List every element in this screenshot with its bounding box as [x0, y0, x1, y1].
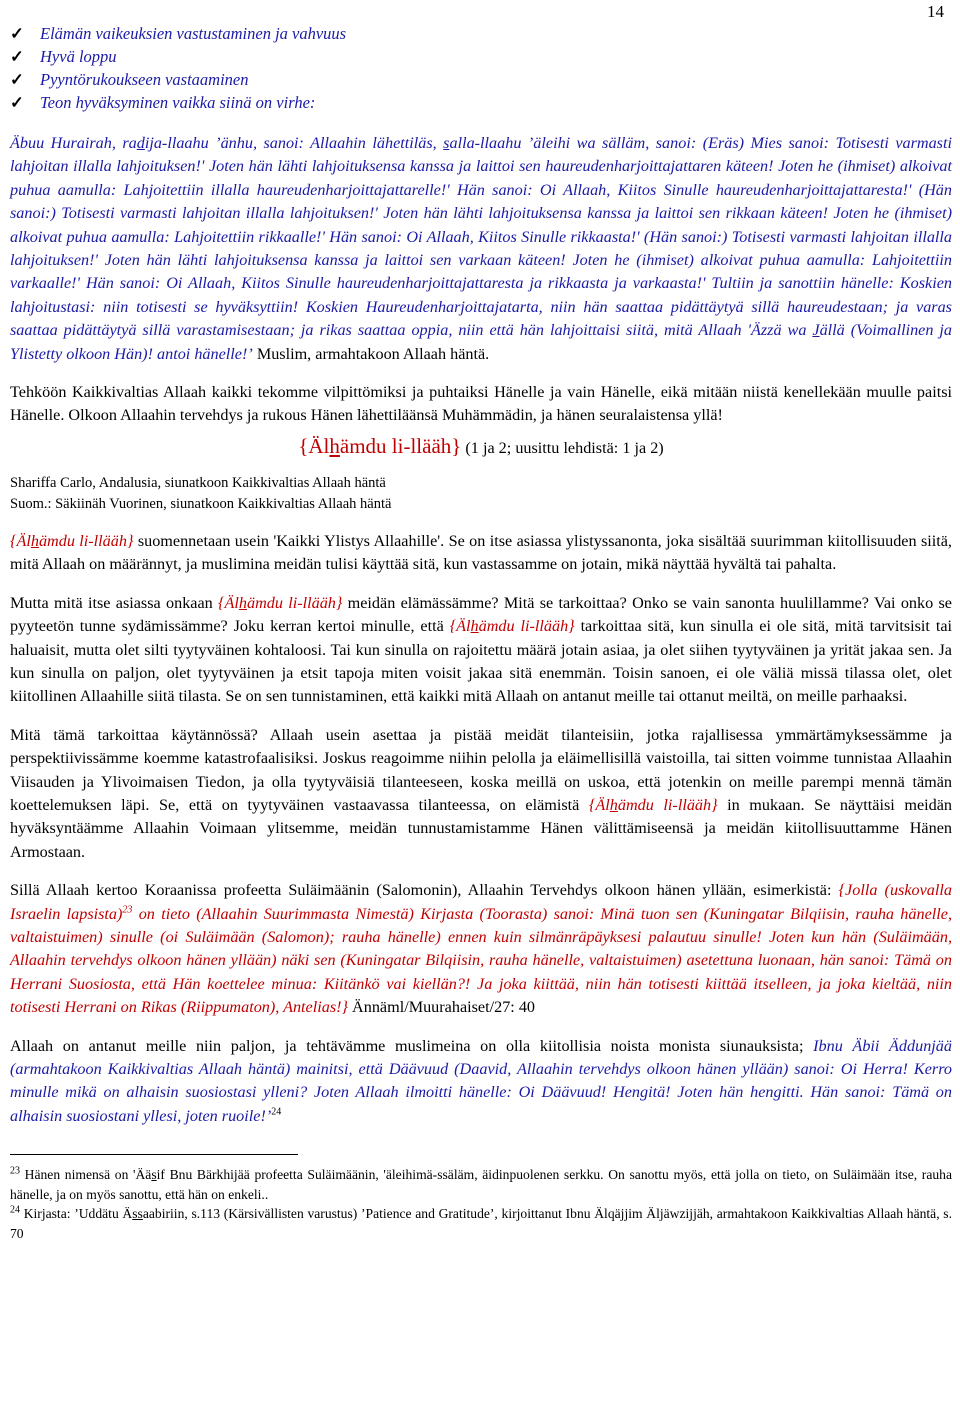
quran-reference: Ännäml/Muurahaiset/27: 40	[348, 998, 536, 1017]
hadith-text: J	[812, 321, 820, 340]
footnote-ref: 23	[122, 904, 133, 916]
credits	[10, 473, 952, 515]
checklist-item	[10, 22, 952, 45]
term-text: ämdu li-llääh}	[478, 617, 575, 636]
checklist-item	[10, 91, 952, 114]
hadith-text: s	[443, 134, 450, 152]
checkmark-icon: ✓	[10, 47, 24, 66]
article-title: ämdu li-llääh}	[339, 433, 462, 458]
term-text: {Äl	[588, 795, 610, 814]
paragraph-text: tarkoittaa sitä, kun sinulla ei ole sitä, mitä tarvitsisit tai haluaisit, mutta olet silti tyytyväinen kohtaloosi. Tai kun sinulla on rajoitettu määrä jotain asiaa, ja olet siihen tyytyväinen ja yrität jakaa sen. Ja kun sinulla on paljon, olet tyytyväinen ja etsit tapoja miten voisit jakaa sitä enemmän. Toisin sanoen, ei ole väliä missä tilassa olet, olet kiitollinen Allaahille siitä tilasta. Se on sen tunnistaminen, että kaikki mitä Allaah on antanut meille tai ottanut meiltä, on meille parhaaksi.	[10, 617, 952, 706]
checklist-item-label: Hyvä loppu	[40, 47, 117, 66]
checkmark-icon: ✓	[10, 93, 24, 112]
checklist-item	[10, 68, 952, 91]
term-text: {Äl	[449, 617, 471, 636]
hadith-paragraph	[10, 132, 952, 366]
footnote-text: ss	[132, 1206, 143, 1222]
checklist-item	[10, 45, 952, 68]
article-heading	[10, 434, 952, 459]
checkmark-icon: ✓	[10, 70, 24, 89]
footnote	[10, 1165, 952, 1204]
document-page	[10, 0, 952, 1243]
checklist-item-label: Elämän vaikeuksien vastustaminen ja vahvuus	[40, 24, 347, 43]
hadith-text: ällä (Voimallinen ja Ylistetty olkoon Hän)! antoi hänelle!’	[10, 321, 952, 363]
footnote-divider	[10, 1154, 298, 1155]
footnote-text: Hänen nimensä on 'Ää	[20, 1167, 152, 1183]
term-text: ämdu li-llääh}	[246, 593, 343, 612]
footnote-text: aabiriin, s.113 (Kärsivällisten varustus) ’Patience and Gratitude’, kirjoittanut Ibnu Älqäjjim Äljäwzijjäh, armahtakoon Kaikkivaltias Allaah häntä, s. 70	[10, 1206, 952, 1241]
footnote-number: 23	[10, 1165, 20, 1177]
article-subtitle: (1 ja 2; uusittu lehdistä: 1 ja 2)	[461, 438, 664, 457]
quran-quote: {Jolla (uskovalla Israelin lapsista)	[10, 881, 952, 923]
author-line: Shariffa Carlo, Andalusia, siunatkoon Kaikkivaltias Allaah häntä	[10, 474, 386, 491]
body-paragraph	[10, 724, 952, 864]
footnote-text: if Bnu Bärkhijää profeetta Suläimäänin, 'äleihimä-ssäläm, äidinpuolenen serkku. On sanottu myös, että jolla on tieto, on Suläimään itse, rauha hänelle, ja on myös sanottu, että hän on enkeli..	[10, 1167, 952, 1202]
paragraph-text: meidän elämässämme? Mitä se tarkoittaa? Onko se vain sanonta huulillamme? Vai onko se pyyteetön tunne sydämissämme? Joku kerran kertoi minulle, että	[10, 593, 952, 636]
quran-quote: on tieto (Allaahin Suurimmasta Nimestä) Kirjasta (Toorasta) sanoi: Minä tuon sen (Kuningatar Bilqiisin, rauha hänelle, valtaistuimen) sinulle (oi Suläimään (Salomon); rauha hänelle) ennen kuin silmänräpäyksesi palautuu sinulle! Joten kun hän (Suläimään, Allaahin tervehdys olkoon hänen yllään) näki sen (Kuningatar Bilqiisin, rauha hänelle, valtaistuimen) asetettuna luonaan, hän sanoi: Tämä on Herrani Suosiosta, että Hän koettelee minua: Kiitänkö vai kiellän?! Ja joka kiittää, niin hän totisesti kiittää itselleen, ja joka kieltää, niin totisesti Herrani on Rikas (Riippumaton), Antelias!}	[10, 904, 953, 1017]
article-title: h	[329, 433, 340, 458]
term-text: ämdu li-llääh}	[38, 531, 134, 550]
term-text: {Äl	[10, 531, 31, 550]
hadith-text: d	[136, 134, 145, 152]
footnote-text: s	[151, 1167, 157, 1183]
term-text: {Äl	[218, 593, 239, 612]
article-title: {Äl	[298, 433, 330, 458]
hadith-text: Ibnu Äbii Äddunjää (armahtakoon Kaikkivaltias Allaah häntä) mainitsi, että Däävuud (Daavid, Allaahin tervehdys olkoon hänen yllään) sanoi: Oi Herra! Kerro minulle mikä on alhaisin suosiostasi ylleni? Joten Allaah ilmoitti hänelle: Oi Däävuud! Hengitä! Joten hän hengitti. Hän sanoi: Tämä on alhaisin suosiostani yllesi, joten ruoile!’	[10, 1036, 952, 1125]
hadith-source: Muslim, armahtakoon Allaah häntä.	[252, 344, 490, 363]
footnote-number: 24	[10, 1204, 20, 1216]
praise-paragraph: Tehköön Kaikkivaltias Allaah kaikki tekomme vilpittömiksi ja puhtaiksi Hänelle ja vain Hänelle, eikä mitään niistä kenellekään muulle paitsi Hänelle. Olkoon Allaahin tervehdys ja rukous Hänen lähettiläänsä Muhämmädin, ja hänen seuralaistensa yllä!	[10, 383, 952, 425]
term-text: h	[609, 795, 618, 814]
term-text: h	[470, 617, 479, 636]
hadith-text: alla-llaahu ’äleihi wa sälläm, sanoi: (Eräs) Mies sanoi: Totisesti varmasti lahjoitan illalla lahjoituksen!' Joten hän lähti lahjoituksensa kanssa ja laittoi sen haureudenharjoittajattaren käteen! Joten he (ihmiset) alkoivat puhua aamulla: Lahjoitettiin illalla haureudenharjoittajattarelle!' Hän sanoi: Oi Allaah, Kiitos Sinulle haureudenharjoittajattaresta!' (Hän sanoi:) Totisesti varmasti lahjoitan illalla lahjoituksen!' Joten hän lähti lahjoituksensa kanssa ja laittoi sen rikkaan käteen! Joten he (ihmiset) alkoivat puhua aamulla: Lahjoitettiin rikkaalle!' Hän sanoi: Oi Allaah, Kiitos Sinulle rikkaasta!' (Hän sanoi:) Totisesti varmasti lahjoitan illalla lahjoituksen!' Joten hän lähti lahjoituksensa kanssa ja laittoi sen varkaan käteen! Joten he (ihmiset) alkoivat puhua aamulla: Lahjoitettiin varkaalle!' Hän sanoi: Oi Allaah, Kiitos Sinulle haureudenharjoittajattaresta ja rikkaasta ja varkaasta!' Tultiin ja sanottiin hänelle: Koskien lahjoitustasi: niin totisesti se hyväksyttiin! Koskien Haureudenharjoittajatarta, niin hän saattaa pidättäytyä sillä haureudestaan; ja varas saattaa pidättäytyä sillä varastamisestaan; ja rikas saattaa oppia, niin että hän lahjoittaisi siitä, mitä Allaah 'Äzzä wa	[10, 134, 952, 340]
translator-line: Suom.: Säkiinäh Vuorinen, siunatkoon Kaikkivaltias Allaah häntä	[10, 495, 392, 512]
paragraph-text: Sillä Allaah kertoo Koraanissa profeetta Suläimäänin (Salomonin), Allaahin Tervehdys olkoon hänen yllään, esimerkistä:	[10, 881, 839, 900]
checklist-item-label: Teon hyväksyminen vaikka siinä on virhe:	[40, 93, 316, 112]
body-paragraph	[10, 1035, 952, 1129]
hadith-text: ija-llaahu ’änhu, sanoi: Allaahin lähettiläs,	[144, 134, 444, 152]
term-text: h	[238, 593, 247, 612]
footnote-text: Kirjasta: ’Uddätu Ä	[20, 1206, 133, 1222]
checklist-item-label: Pyyntörukoukseen vastaaminen	[40, 70, 249, 89]
body-paragraph	[10, 530, 952, 577]
page-number: 14	[927, 2, 944, 21]
checklist	[10, 22, 952, 114]
term-text: ämdu li-llääh}	[617, 795, 718, 814]
paragraph-text: in mukaan. Se näyttäisi meidän hyväksyntäämme Allaahin Voimaan ylitsemme, meidän tunnustamistamme Hänen välittämiseensä ja meidän kiitollisuuttamme Hänen Armostaan.	[10, 795, 952, 861]
footnote	[10, 1204, 952, 1243]
paragraph-text: Allaah on antanut meille niin paljon, ja tehtävämme muslimeina on olla kiitollisia noista monista siunauksista;	[10, 1036, 814, 1055]
checkmark-icon: ✓	[10, 24, 24, 43]
paragraph-text: Mutta mitä itse asiassa onkaan	[10, 593, 219, 612]
body-paragraph	[10, 592, 952, 709]
footnote-ref: 24	[271, 1106, 282, 1118]
hadith-text: Äbuu Hurairah, ra	[10, 134, 137, 152]
term-text: h	[30, 531, 39, 550]
body-paragraph	[10, 879, 952, 1019]
paragraph-text: Mitä tämä tarkoittaa käytännössä? Allaah usein asettaa ja pistää meidät tilanteisiin, jotka rajallisessa ymmärtämyksessämme ja perspektiivissämme koemme katastrofaalisiksi. Joskus reagoimme niihin pelolla ja eläimellisillä vaistoilla, tai sitten voimme tunnistaa Allaahin Viisauden ja Ylivoimaisen Tiedon, ja olla tyytyväisiä tilanteeseen, koska meillä on uskoa, että jotenkin on meille parempi mennä tämän koettelemuksen läpi. Se, että on tyytyväinen vastaavassa tilanteessa, on elämistä	[10, 725, 952, 814]
paragraph-text: suomennetaan usein 'Kaikki Ylistys Allaahille'. Se on itse asiassa ylistyssanonta, joka sisältää suurimman kiitollisuuden siitä, mitä Allaah on määrännyt, ja muslimina meidän tulisi käyttää sitä, kun vastassamme on jotain, mikä näyttää hyvältä tai pahalta.	[10, 531, 952, 574]
